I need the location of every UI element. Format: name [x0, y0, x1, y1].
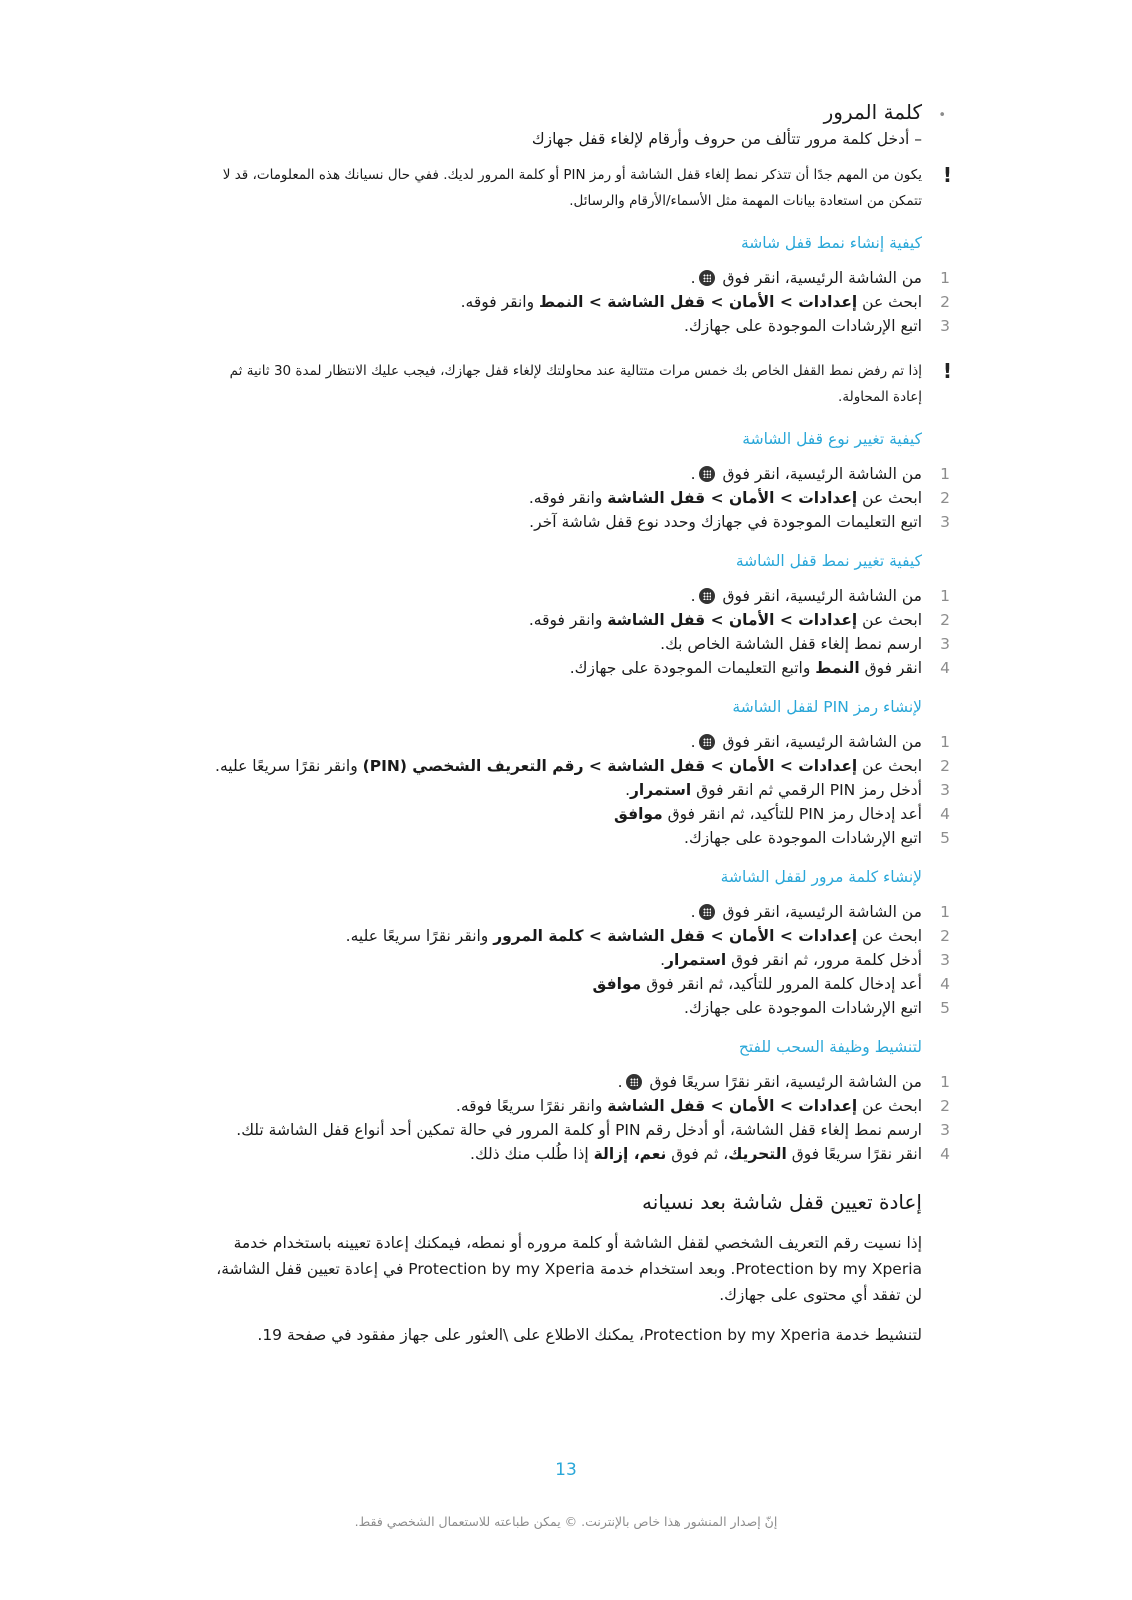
step-number: 3 [940, 1121, 950, 1139]
menu-path: إعدادات > الأمان > قفل الشاشة [607, 611, 858, 629]
step-number: 2 [940, 489, 950, 507]
step-text: أدخل كلمة مرور، ثم انقر فوق [726, 951, 922, 969]
step-text-end: وانقر نقرًا سريعًا عليه. [215, 757, 363, 775]
step-number: 3 [940, 781, 950, 799]
step [210, 1070, 950, 1094]
step-number: 1 [940, 269, 950, 287]
step [210, 632, 950, 656]
step-text: ارسم نمط إلغاء قفل الشاشة الخاص بك. [660, 635, 922, 653]
step-text-end: . [690, 733, 696, 751]
step-text: أدخل رمز PIN الرقمي ثم انقر فوق [691, 781, 922, 799]
step-text-end: وانقر فوقه. [528, 489, 608, 507]
steps-change-pattern [210, 584, 950, 680]
step-text: ابحث عن [857, 489, 922, 507]
note-1 [210, 162, 952, 214]
steps-swipe-unlock [210, 1070, 950, 1166]
step-text: ارسم نمط إلغاء قفل الشاشة، أو أدخل رقم PIN أو كلمة المرور في حالة تمكين أحد أنواع قفل الشاشة تلك. [236, 1121, 922, 1139]
step-text: ابحث عن [857, 1097, 922, 1115]
step-text-end: وانقر نقرًا سريعًا فوقه. [455, 1097, 608, 1115]
step [210, 826, 950, 850]
bullet-description: – أدخل كلمة مرور تتألف من حروف وأرقام لإلغاء قفل جهازك [531, 130, 922, 148]
step [210, 1142, 950, 1166]
apps-grid-icon [699, 466, 715, 482]
step-number: 1 [940, 1073, 950, 1091]
step-text: أعد إدخال رمز PIN للتأكيد، ثم انقر فوق [662, 805, 922, 823]
step [210, 266, 950, 290]
step [210, 290, 950, 314]
section-title-swipe-unlock: لتنشيط وظيفة السحب للفتح [738, 1038, 922, 1056]
exclamation-icon: ! [942, 359, 952, 383]
menu-path: إعدادات > الأمان > قفل الشاشة [607, 489, 858, 507]
step-text: اتبع الإرشادات الموجودة على جهازك. [684, 999, 922, 1017]
step-number: 1 [940, 587, 950, 605]
section-title-create-pin: لإنشاء رمز PIN لقفل الشاشة [732, 698, 922, 716]
step-text-end: . [690, 903, 696, 921]
step-number: 3 [940, 635, 950, 653]
reset-paragraph-1: إذا نسيت رقم التعريف الشخصي لقفل الشاشة أو كلمة مروره أو نمطه، فيمكنك إعادة تعيينه باستخدام خدمة Protection by my Xperia. وبعد استخدام خدمة Protection by my Xperia في إعادة تعيين قفل الشاشة، لن تفقد أي محتوى على جهازك. [216, 1234, 922, 1304]
step-text-end: وانقر فوقه. [528, 611, 608, 629]
menu-path: إعدادات > الأمان > قفل الشاشة > النمط [539, 293, 858, 311]
step-number: 2 [940, 927, 950, 945]
content [210, 100, 952, 1362]
steps-create-pattern [210, 266, 950, 338]
step-text-end: . [625, 781, 630, 799]
step [210, 972, 950, 996]
steps-create-password [210, 900, 950, 1020]
step-text: اتبع التعليمات الموجودة في جهازك وحدد نوع قفل شاشة آخر. [529, 513, 922, 531]
step-text-end: واتبع التعليمات الموجودة على جهازك. [569, 659, 816, 677]
step-number: 3 [940, 513, 950, 531]
step-number: 5 [940, 829, 950, 847]
step-text-end: . [690, 465, 696, 483]
step [210, 1118, 950, 1142]
exclamation-icon: ! [942, 163, 952, 187]
footer-notice: إنّ إصدار المنشور هذا خاص بالإنترنت. © يمكن طباعته للاستعمال الشخصي فقط. [354, 1514, 778, 1529]
step [210, 948, 950, 972]
menu-path: النمط [815, 659, 860, 677]
step-text: من الشاشة الرئيسية، انقر فوق [722, 269, 922, 287]
bullet-title: كلمة المرور [823, 100, 922, 124]
page-number: 13 [555, 1460, 577, 1480]
step-text: من الشاشة الرئيسية، انقر فوق [722, 903, 922, 921]
button-label: استمرار [630, 781, 692, 799]
step [210, 314, 950, 338]
bullet-item [210, 100, 946, 124]
step [210, 584, 950, 608]
step [210, 730, 950, 754]
step [210, 462, 950, 486]
step [210, 754, 950, 778]
step-number: 1 [940, 733, 950, 751]
step-text-end: وانقر فوقه. [460, 293, 540, 311]
section-title-change-lock-type: كيفية تغيير نوع قفل الشاشة [742, 430, 922, 448]
section-title-create-password: لإنشاء كلمة مرور لقفل الشاشة [720, 868, 922, 886]
steps-create-pin [210, 730, 950, 850]
apps-grid-icon [626, 1074, 642, 1090]
step-number: 2 [940, 293, 950, 311]
step-number: 4 [940, 805, 950, 823]
step-number: 2 [940, 611, 950, 629]
menu-path: إعدادات > الأمان > قفل الشاشة > رقم التعريف الشخصي (PIN) [362, 757, 858, 775]
step-text: ، ثم فوق [666, 1145, 729, 1163]
step-text: ابحث عن [857, 611, 922, 629]
note-1-text: يكون من المهم جدًا أن تتذكر نمط إلغاء قفل الشاشة أو رمز PIN أو كلمة المرور لديك. ففي حال نسيانك هذه المعلومات، قد لا تتمكن من استعادة بيانات المهمة مثل الأسماء/الأرقام والرسائل. [222, 167, 922, 209]
step [210, 510, 950, 534]
section-title-create-pattern: كيفية إنشاء نمط قفل شاشة [740, 234, 922, 252]
step [210, 900, 950, 924]
step-text-end: إذا طُلب منك ذلك. [470, 1145, 594, 1163]
step-text: من الشاشة الرئيسية، انقر فوق [722, 465, 922, 483]
steps-change-lock-type [210, 462, 950, 534]
note-2-text: إذا تم رفض نمط القفل الخاص بك خمس مرات متتالية عند محاولتك لإلغاء قفل جهازك، فيجب عليك الانتظار لمدة 30 ثانية ثم إعادة المحاولة. [229, 363, 922, 405]
step-text: ابحث عن [857, 757, 922, 775]
apps-grid-icon [699, 904, 715, 920]
step-text: أعد إدخال كلمة المرور للتأكيد، ثم انقر فوق [641, 975, 922, 993]
step [210, 486, 950, 510]
step-text: ابحث عن [857, 927, 922, 945]
step-number: 2 [940, 1097, 950, 1115]
step [210, 608, 950, 632]
button-label: موافق [613, 805, 663, 823]
step-number: 4 [940, 1145, 950, 1163]
step-text-end: . [617, 1073, 623, 1091]
step-number: 4 [940, 975, 950, 993]
step [210, 802, 950, 826]
step-number: 3 [940, 951, 950, 969]
step-text: من الشاشة الرئيسية، انقر فوق [722, 733, 922, 751]
bullet-dot-icon: • [938, 108, 946, 123]
step [210, 996, 950, 1020]
step [210, 778, 950, 802]
reset-paragraph-2: لتنشيط خدمة Protection by my Xperia، يمكنك الاطلاع على \العثور على جهاز مفقود في صفحة 19. [257, 1326, 922, 1344]
step [210, 924, 950, 948]
apps-grid-icon [699, 270, 715, 286]
step-text-end: وانقر نقرًا سريعًا عليه. [345, 927, 494, 945]
button-label: نعم، إزالة [593, 1145, 667, 1163]
step-number: 2 [940, 757, 950, 775]
menu-path: إعدادات > الأمان > قفل الشاشة [607, 1097, 858, 1115]
section-title-change-pattern: كيفية تغيير نمط قفل الشاشة [735, 552, 922, 570]
reset-heading: إعادة تعيين قفل شاشة بعد نسيانه [642, 1190, 922, 1214]
step-text: من الشاشة الرئيسية، انقر فوق [722, 587, 922, 605]
step-number: 3 [940, 317, 950, 335]
step-text: اتبع الإرشادات الموجودة على جهازك. [684, 317, 922, 335]
step-number: 4 [940, 659, 950, 677]
button-label: التحريك [728, 1145, 787, 1163]
step-text-end: . [690, 269, 696, 287]
step-number: 1 [940, 465, 950, 483]
step-number: 5 [940, 999, 950, 1017]
apps-grid-icon [699, 734, 715, 750]
step-text: انقر نقرًا سريعًا فوق [786, 1145, 922, 1163]
step-number: 1 [940, 903, 950, 921]
step-text: اتبع الإرشادات الموجودة على جهازك. [684, 829, 922, 847]
step [210, 1094, 950, 1118]
step-text-end: . [690, 587, 696, 605]
note-2 [210, 358, 952, 410]
button-label: موافق [592, 975, 642, 993]
step-text: ابحث عن [857, 293, 922, 311]
step-text-end: . [660, 951, 666, 969]
menu-path: إعدادات > الأمان > قفل الشاشة > كلمة المرور [493, 927, 858, 945]
button-label: استمرار [665, 951, 727, 969]
step-text: من الشاشة الرئيسية، انقر نقرًا سريعًا فوق [649, 1073, 922, 1091]
step [210, 656, 950, 680]
step-text: انقر فوق [859, 659, 922, 677]
apps-grid-icon [699, 588, 715, 604]
